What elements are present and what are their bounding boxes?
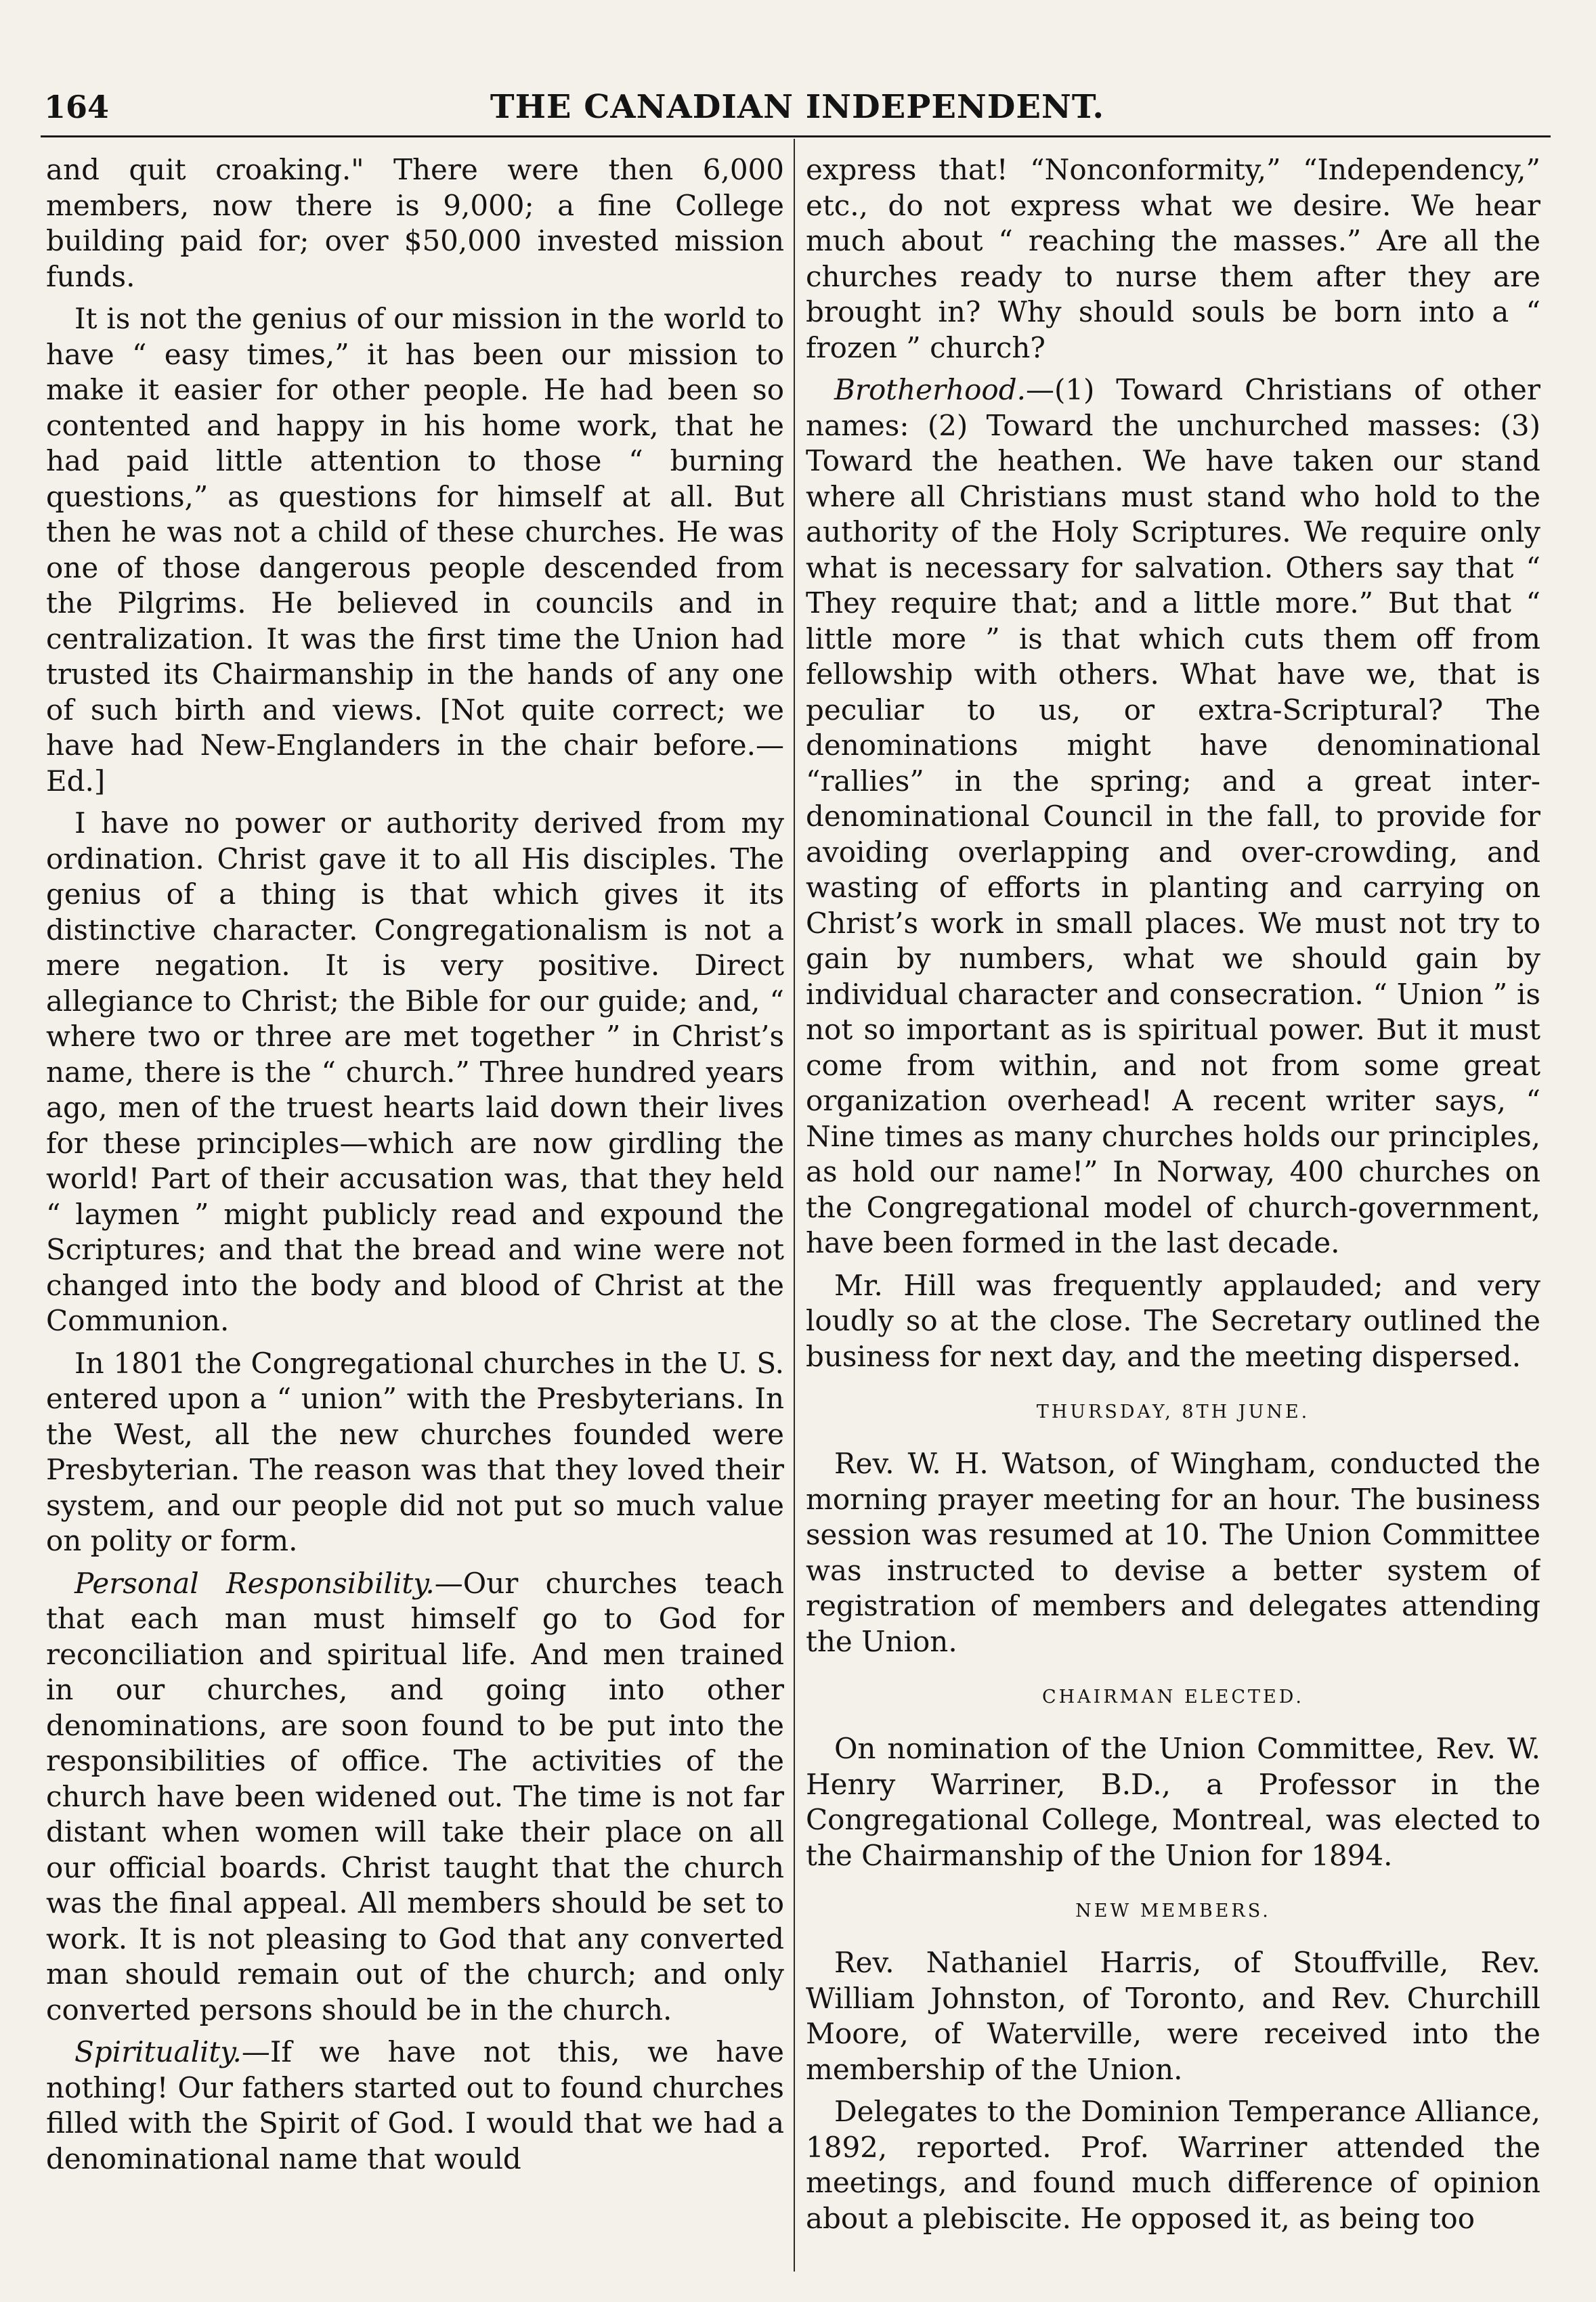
paragraph: express that! “Nonconformity,” “Independency,” etc., do not express what we desire. We hear much about “ reaching the masses.” Are all the churches ready to nurse them after they are brought in? Why should souls be born into a “ frozen ” church? [806, 153, 1540, 364]
paragraph: I have no power or authority derived from my ordination. Christ gave it to all His disciples. The genius of a thing is that which gives it its distinctive character. Congregationalism is not a mere negation. It is very positive. Direct allegiance to Christ; the Bible for our guide; and, “ where two or three are met together ” in Christ’s name, there is the “ church.” Three hundred years ago, men of the truest hearts laid down their lives for these principles—which are now girdling the world! Part of their accusation was, that they held “ laymen ” might publicly read and expound the Scriptures; and that the bread and wine were not changed into the body and blood of Christ at the Communion. [46, 806, 784, 1337]
run-in-heading: Spirituality. [74, 2035, 242, 2068]
paragraph: and quit croaking." There were then 6,000 members, now there is 9,000; a fine College building paid for; over $50,000 invested mission funds. [46, 153, 784, 293]
run-in-heading: Brotherhood. [834, 373, 1026, 406]
section-heading: CHAIRMAN ELECTED. [1041, 1687, 1305, 1708]
paragraph [46, 2035, 784, 2177]
column-divider [794, 139, 795, 2272]
section-heading: THURSDAY, 8TH JUNE. [1036, 1402, 1310, 1423]
paragraph: Delegates to the Dominion Temperance Alliance, 1892, reported. Prof. Warriner attended the meetings, and found much difference of opinion about a plebiscite. He opposed it, as being too [806, 2095, 1540, 2235]
paragraph: In 1801 the Congregational churches in the U. S. entered upon a “ union” with the Presbyterians. In the West, all the new churches founded were Presbyterian. The reason was that they loved their system, and our people did not put so much value on polity or form. [46, 1346, 784, 1557]
paragraph-text: —(1) Toward Christians of other names: (2) Toward the unchurched masses: (3) Toward the heathen. We have taken our stand where all Christians must stand who hold to the authority of the Holy Scriptures. We require only what is necessary for salvation. Others say that “ They require that; and a little more.” But that “ little more ” is that which cuts them off from fellowship with others. What have we, that is peculiar to us, or extra-Scriptural? The denominations might have denominational “rallies” in the spring; and a great inter-denominational Council in the fall, to provide for avoiding overlapping and over-crowding, and wasting of efforts in planting and carrying on Christ’s work in small places. We must not try to gain by numbers, what we should gain by individual character and consecration. “ Union ” is not so important as is spiritual power. But it must come from within, and not from some great organization overhead! A recent writer says, “ Nine times as many churches holds our principles, as hold our name!” In Norway, 400 churches on the Congregational model of church-government, have been formed in the last decade. [806, 373, 1540, 1259]
page-header [44, 87, 1551, 141]
paragraph: It is not the genius of our mission in the world to have “ easy times,” it has been our mission to make it easier for other people. He had been so contented and happy in his home work, that he had paid little attention to those “ burning questions,” as questions for himself at all. But then he was not a child of these churches. He was one of those dangerous people descended from the Pilgrims. He believed in councils and in centralization. It was the first time the Union had trusted its Chairmanship in the hands of any one of such birth and views. [Not quite correct; we have had New-Englanders in the chair before.—Ed.] [46, 302, 784, 798]
run-in-heading: Personal Responsibility. [74, 1566, 435, 1600]
paragraph: On nomination of the Union Committee, Rev. W. Henry Warriner, B.D., a Professor in the Congregational College, Montreal, was elected to the Chairmanship of the Union for 1894. [806, 1732, 1540, 1872]
paragraph-text: —If we have not this, we have nothing! Our fathers started out to found churches filled with the Spirit of God. I would that we had a denominational name that would [46, 2035, 784, 2175]
left-column [46, 152, 784, 2275]
paragraph: Rev. Nathaniel Harris, of Stouffville, Rev. William Johnston, of Toronto, and Rev. Churchill Moore, of Waterville, were received into the membership of the Union. [806, 1946, 1540, 2086]
section-heading: NEW MEMBERS. [1075, 1901, 1271, 1921]
paragraph-text: —Our churches teach that each man must himself go to God for reconciliation and spiritual life. And men trained in our churches, and going into other denominations, are soon found to be put into the responsibilities of office. The activities of the church have been widened out. The time is not far distant when women will take their place on all our official boards. Christ taught that the church was the final appeal. All members should be set to work. It is not pleasing to God that any converted man should remain out of the church; and only converted persons should be in the church. [46, 1566, 784, 2026]
paragraph: Rev. W. H. Watson, of Wingham, conducted the morning prayer meeting for an hour. The business session was resumed at 10. The Union Committee was instructed to devise a better system of registration of members and delegates attending the Union. [806, 1447, 1540, 1658]
right-column [806, 152, 1540, 2275]
paragraph [806, 372, 1540, 1261]
paragraph: Mr. Hill was frequently applauded; and very loudly so at the close. The Secretary outlined the business for next day, and the meeting dispersed. [806, 1268, 1540, 1373]
running-title: THE CANADIAN INDEPENDENT. [490, 88, 1105, 126]
page-number: 164 [44, 89, 110, 125]
paragraph [46, 1566, 784, 2028]
header-rule [41, 135, 1551, 137]
